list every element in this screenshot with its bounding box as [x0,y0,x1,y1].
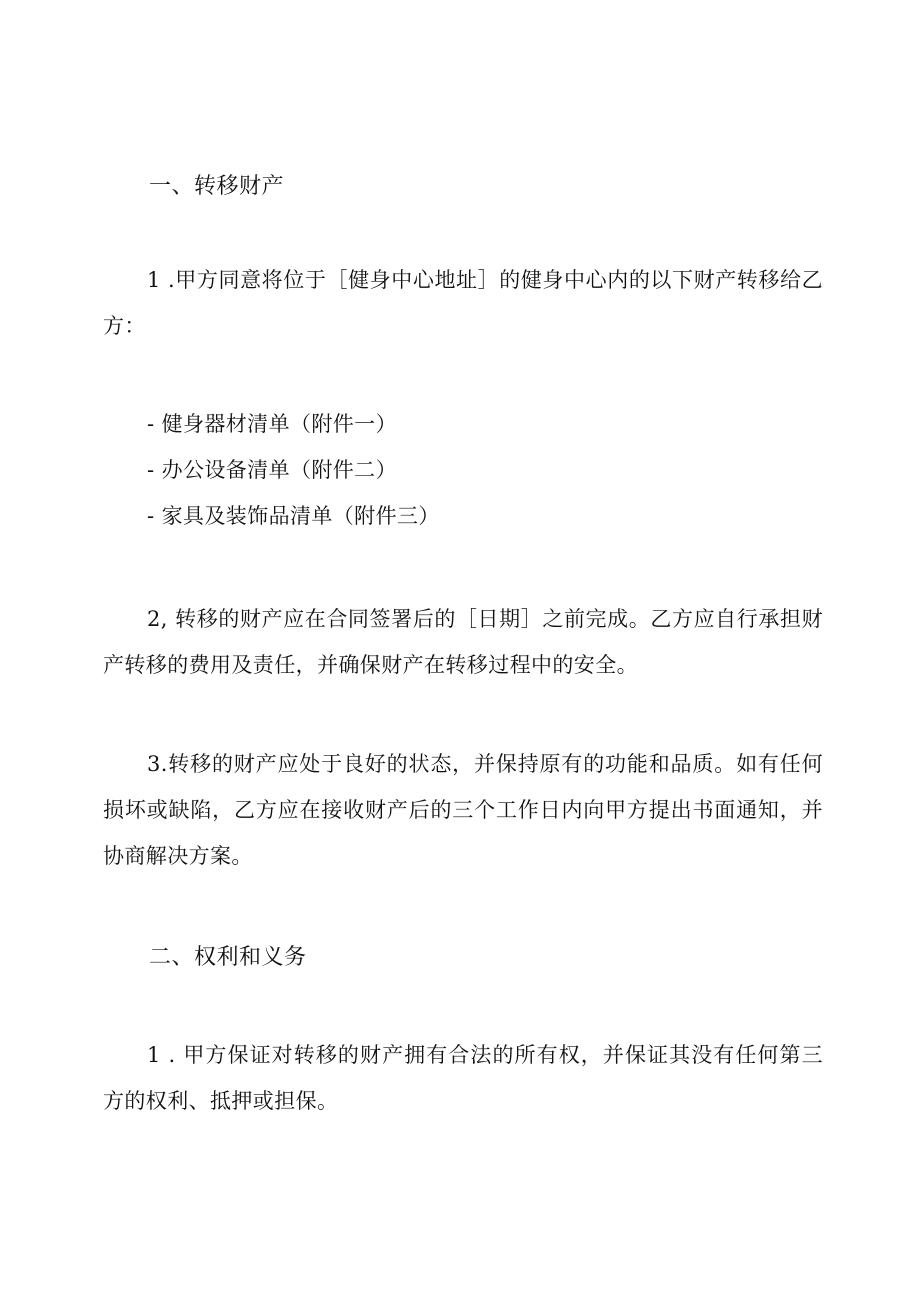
section-heading-rights-obligations: 二、权利和义务 [149,945,307,970]
list-item: - 办公设备清单（附件二） [147,458,397,482]
clause-2-1: 1 . 甲方保证对转移的财产拥有合法的所有权，并保证其没有任何第三方的权利、抵押或担保。 [103,1043,823,1113]
clause-1-2: 2, 转移的财产应在合同签署后的［日期］之前完成。乙方应自行承担财产转移的费用及责任，并确保财产在转移过程中的安全。 [103,607,823,677]
clause-1-1: 1 .甲方同意将位于［健身中心地址］的健身中心内的以下财产转移给乙方： [103,268,823,338]
property-list [147,401,440,539]
section-heading-transfer-property: 一、转移财产 [149,174,285,199]
list-item: - 健身器材清单（附件一） [147,412,397,436]
clause-1-3: 3.转移的财产应处于良好的状态，并保持原有的功能和品质。如有任何损坏或缺陷，乙方应在接收财产后的三个工作日内向甲方提出书面通知，并协商解决方案。 [103,752,823,868]
list-item: - 家具及装饰品清单（附件三） [147,504,440,528]
